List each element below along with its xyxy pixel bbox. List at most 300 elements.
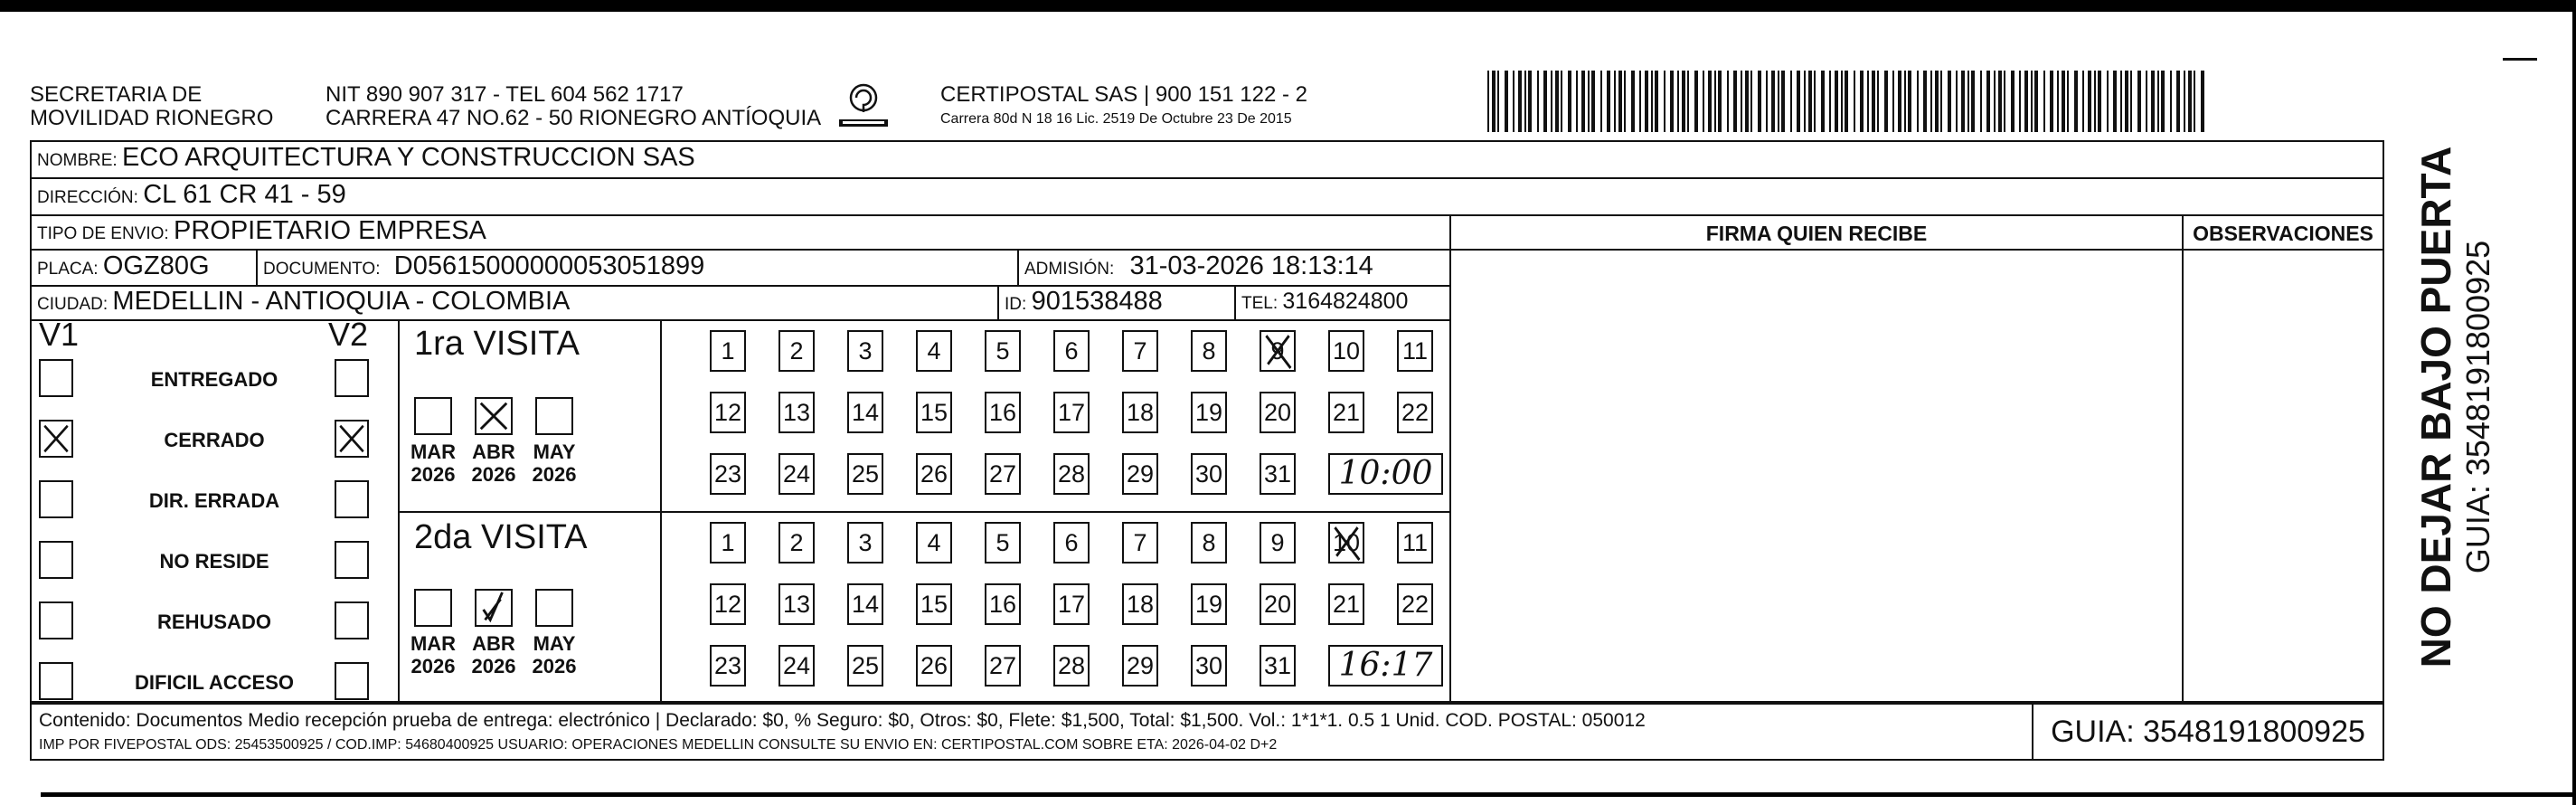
day-box[interactable] (985, 453, 1021, 495)
barcode-bar (2088, 71, 2091, 132)
day-number: 20 (1263, 591, 1292, 618)
status-option-label: NO RESIDE (159, 550, 269, 573)
row-divider (32, 177, 2383, 179)
firma-header: FIRMA QUIEN RECIBE (1705, 222, 1928, 245)
barcode-bar (1687, 71, 1689, 132)
ciudad-value: MEDELLIN - ANTIOQUIA - COLOMBIA (112, 287, 571, 316)
id-value: 901538488 (1031, 287, 1163, 316)
v2-checkbox[interactable] (335, 480, 369, 518)
handwritten-time[interactable]: 16:17 (1328, 645, 1443, 687)
tel-value: 3164824800 (1282, 289, 1409, 314)
barcode-bar (2157, 71, 2159, 132)
admision-label: ADMISIÓN: (1024, 260, 1115, 279)
day-box[interactable] (985, 645, 1021, 687)
day-number: 17 (1057, 591, 1086, 618)
barcode-bar (2034, 71, 2038, 132)
barcode-bar (1892, 71, 1894, 132)
month-checkbox[interactable] (414, 397, 452, 435)
day-box[interactable] (1053, 453, 1090, 495)
barcode-bar (1872, 71, 1875, 132)
delivery-form (30, 140, 2384, 703)
month-label (406, 440, 460, 486)
barcode-bar (1854, 71, 1855, 132)
day-box[interactable] (710, 392, 746, 433)
day-number: 3 (858, 529, 873, 556)
barcode-icon (1487, 71, 2206, 132)
barcode-bar (1624, 71, 1626, 132)
status-option-label: DIR. ERRADA (148, 489, 280, 512)
day-number: 2 (789, 337, 804, 365)
documento-field (263, 251, 704, 281)
observaciones-header: OBSERVACIONES (2193, 222, 2373, 245)
barcode-bar (2094, 71, 2096, 132)
barcode-bar (1948, 71, 1951, 132)
barcode-bar (1814, 71, 1816, 132)
day-box[interactable] (1397, 583, 1433, 625)
day-number: 16 (988, 591, 1017, 618)
placa-label: PLACA: (37, 260, 99, 279)
barcode-bar (2004, 71, 2005, 132)
v1-checkbox[interactable] (39, 420, 73, 458)
barcode-bar (1877, 71, 1879, 132)
barcode-bar (1664, 71, 1665, 132)
day-box[interactable] (710, 453, 746, 495)
barcode-bar (1677, 71, 1679, 132)
day-number: 18 (1126, 399, 1155, 426)
day-box[interactable] (916, 392, 952, 433)
day-box[interactable] (1397, 330, 1433, 372)
cell-divider (1234, 285, 1236, 321)
barcode-bar (1505, 71, 1508, 132)
day-strike-icon (1330, 524, 1363, 562)
barcode-bar (2120, 71, 2122, 132)
x-mark-icon (41, 421, 71, 456)
day-number: 14 (851, 591, 880, 618)
day-box[interactable] (778, 583, 815, 625)
day-box[interactable] (1122, 645, 1158, 687)
day-box[interactable] (1053, 392, 1090, 433)
placa-value: OGZ80G (102, 251, 210, 280)
day-number: 26 (920, 652, 948, 679)
barcode-bar (1528, 71, 1532, 132)
barcode-bar (1797, 71, 1800, 132)
day-number: 10 (1332, 529, 1361, 556)
guia-box: GUIA: 3548191800925 (2032, 703, 2384, 761)
day-number: 7 (1133, 529, 1147, 556)
day-box[interactable] (847, 583, 883, 625)
day-number: 12 (713, 399, 742, 426)
month-name: ABR (472, 440, 515, 463)
barcode-bar (1487, 71, 1489, 132)
barcode-bar (1682, 71, 1685, 132)
day-box[interactable] (1260, 453, 1296, 495)
day-box[interactable] (1122, 583, 1158, 625)
day-number: 13 (782, 591, 811, 618)
day-box[interactable] (1053, 645, 1090, 687)
month-year: 2026 (532, 463, 577, 486)
barcode-bar (1524, 71, 1526, 132)
barcode-bar (1733, 71, 1737, 132)
day-box[interactable] (710, 522, 746, 564)
day-box[interactable] (916, 583, 952, 625)
signature-area[interactable] (1451, 251, 2180, 699)
barcode-bar (1618, 71, 1622, 132)
v1-checkbox[interactable] (39, 541, 73, 579)
barcode-bar (1614, 71, 1616, 132)
barcode-bar (2074, 71, 2078, 132)
observations-area[interactable] (2184, 251, 2383, 699)
day-box[interactable] (1191, 330, 1227, 372)
day-number: 16 (988, 399, 1017, 426)
barcode-bar (1790, 71, 1792, 132)
barcode-bar (2188, 71, 2192, 132)
day-box[interactable] (1122, 522, 1158, 564)
id-label: ID: (1005, 295, 1027, 314)
barcode-bar (2031, 71, 2033, 132)
check-mark-icon (477, 591, 511, 625)
day-box[interactable] (1122, 453, 1158, 495)
day-number: 25 (851, 652, 880, 679)
barcode-bar (2043, 71, 2045, 132)
day-number: 12 (713, 591, 742, 618)
day-number: 24 (782, 652, 811, 679)
day-number: 3 (858, 337, 873, 365)
barcode-bar (1930, 71, 1932, 132)
certipostal-logo-icon (832, 78, 895, 132)
barcode-bar (1940, 71, 1942, 132)
barcode-bar (1651, 71, 1653, 132)
barcode-bar (1778, 71, 1779, 132)
barcode-bar (2125, 71, 2128, 132)
no-dejar-notice: NO DEJAR BAJO PUERTA (2412, 146, 2459, 668)
barcode-bar (2176, 71, 2180, 132)
day-box[interactable] (916, 645, 952, 687)
barcode-bar (1781, 71, 1785, 132)
barcode-bar (2057, 71, 2059, 132)
month-name: MAY (533, 440, 576, 463)
top-border (0, 0, 2576, 12)
documento-value: D05615000000053051899 (393, 251, 705, 280)
barcode-bar (2170, 71, 2172, 132)
day-box[interactable] (778, 522, 815, 564)
barcode-bar (1967, 71, 1969, 132)
v1-checkbox[interactable] (39, 662, 73, 700)
admision-field (1024, 251, 1373, 281)
day-box[interactable] (710, 645, 746, 687)
day-box[interactable] (916, 330, 952, 372)
day-box[interactable] (1328, 522, 1364, 564)
barcode-bar (1631, 71, 1635, 132)
day-number: 20 (1263, 399, 1292, 426)
barcode-bar (2130, 71, 2132, 132)
side-notice (2412, 147, 2497, 668)
month-checkbox[interactable] (535, 589, 573, 627)
bottom-border (41, 792, 2576, 797)
day-number: 1 (721, 529, 735, 556)
month-checkbox[interactable] (535, 397, 573, 435)
day-box[interactable] (916, 522, 952, 564)
barcode-bar (2194, 71, 2195, 132)
day-box[interactable] (1053, 330, 1090, 372)
day-box[interactable] (778, 392, 815, 433)
barcode-bar (1513, 71, 1514, 132)
day-number: 30 (1194, 652, 1223, 679)
barcode-bar (1568, 71, 1571, 132)
barcode-bar (1986, 71, 1990, 132)
day-box[interactable] (778, 453, 815, 495)
day-box[interactable] (847, 453, 883, 495)
admision-value: 31-03-2026 18:13:14 (1129, 251, 1373, 280)
month-year: 2026 (532, 655, 577, 677)
day-number: 24 (782, 460, 811, 488)
barcode-bar (1961, 71, 1965, 132)
month-label (467, 440, 521, 486)
day-box[interactable] (1260, 583, 1296, 625)
day-box[interactable] (1397, 522, 1433, 564)
sender-org-line1: SECRETARIA DE (30, 82, 203, 107)
day-number: 18 (1126, 591, 1155, 618)
status-option-label: ENTREGADO (150, 368, 278, 391)
barcode-bar (1741, 71, 1742, 132)
footer-contents: Contenido: Documentos Medio recepción prueba de entrega: electrónico | Declarado: $0, % Seguro: $0, Otros: $0, Flete: $1,500, Total: $1,500. Vol.: 1*1*1. 0.5 1 Unid. COD. POSTAL: 050012 (39, 710, 1646, 731)
x-mark-icon (477, 399, 511, 433)
day-box[interactable] (778, 645, 815, 687)
tipo-envio-label: TIPO DE ENVIO: (37, 224, 169, 243)
barcode-bar (2107, 71, 2109, 132)
day-box[interactable] (1191, 645, 1227, 687)
month-name: MAR (410, 440, 457, 463)
barcode-bar (1561, 71, 1562, 132)
nombre-field (37, 143, 695, 173)
barcode-bar (1537, 71, 1539, 132)
day-number: 7 (1133, 337, 1147, 365)
day-number: 26 (920, 460, 948, 488)
day-box[interactable] (1191, 583, 1227, 625)
barcode-bar (2062, 71, 2065, 132)
day-box[interactable] (847, 522, 883, 564)
day-box[interactable] (1053, 583, 1090, 625)
day-box[interactable] (847, 645, 883, 687)
right-border (2572, 0, 2576, 805)
day-box[interactable] (1191, 392, 1227, 433)
day-number: 25 (851, 460, 880, 488)
day-box[interactable] (985, 330, 1021, 372)
day-box[interactable] (1122, 392, 1158, 433)
v1-label: V1 (39, 316, 80, 353)
tipo-envio-value: PROPIETARIO EMPRESA (173, 216, 486, 245)
barcode-bar (1841, 71, 1843, 132)
month-year: 2026 (410, 655, 456, 677)
day-box[interactable] (1328, 392, 1364, 433)
barcode-bar (1714, 71, 1716, 132)
day-number: 28 (1057, 460, 1086, 488)
day-number: 22 (1401, 591, 1430, 618)
day-box[interactable] (1328, 583, 1364, 625)
day-box[interactable] (1260, 330, 1296, 372)
barcode-bar (1994, 71, 1996, 132)
barcode-bar (1998, 71, 2002, 132)
day-box[interactable] (1328, 330, 1364, 372)
day-number: 13 (782, 399, 811, 426)
barcode-bar (2161, 71, 2165, 132)
footer-print-info: IMP POR FIVEPOSTAL ODS: 25453500925 / COD.IMP: 54680400925 USUARIO: OPERACIONES MEDELLIN CONSULTE SU ENVIO EN: CERTIPOSTAL.COM SOBRE ETA: 2026-04-02 D+2 (39, 737, 1278, 753)
day-box[interactable] (985, 522, 1021, 564)
day-number: 31 (1263, 652, 1292, 679)
side-guia: GUIA: 3548191800925 (2459, 240, 2496, 574)
barcode-bar (1860, 71, 1864, 132)
day-number: 30 (1194, 460, 1223, 488)
direccion-field (37, 180, 346, 210)
day-number: 19 (1194, 591, 1223, 618)
v1-checkbox[interactable] (39, 359, 73, 397)
barcode-bar (1591, 71, 1595, 132)
day-number: 17 (1057, 399, 1086, 426)
day-number: 5 (995, 337, 1010, 365)
day-number: 11 (1401, 337, 1429, 365)
barcode-bar (1971, 71, 1975, 132)
sender-org (30, 83, 273, 130)
handwritten-time[interactable]: 10:00 (1328, 453, 1443, 495)
barcode-bar (1655, 71, 1658, 132)
day-number: 29 (1126, 460, 1155, 488)
day-box[interactable] (710, 330, 746, 372)
day-number: 29 (1126, 652, 1155, 679)
barcode-bar (2011, 71, 2015, 132)
day-box[interactable] (710, 583, 746, 625)
cell-divider (256, 249, 258, 285)
status-option-label: DIFICIL ACCESO (134, 671, 294, 694)
day-box[interactable] (985, 392, 1021, 433)
barcode-bar (1745, 71, 1749, 132)
visit-1-title: 1ra VISITA (414, 325, 580, 363)
barcode-bar (1758, 71, 1761, 132)
day-number: 15 (920, 591, 948, 618)
courier-line2: Carrera 80d N 18 16 Lic. 2519 De Octubre 23 De 2015 (940, 111, 1292, 127)
day-number: 11 (1401, 529, 1429, 556)
day-box[interactable] (778, 330, 815, 372)
day-box[interactable] (916, 453, 952, 495)
barcode-bar (1829, 71, 1831, 132)
courier-line1: CERTIPOSTAL SAS | 900 151 122 - 2 (940, 82, 1307, 107)
placa-field (37, 251, 210, 281)
barcode-bar (1670, 71, 1674, 132)
barcode-bar (1904, 71, 1906, 132)
courier-info (940, 83, 1307, 128)
barcode-bar (2201, 71, 2204, 132)
day-number: 22 (1401, 399, 1430, 426)
v2-label: V2 (328, 316, 369, 353)
ciudad-label: CIUDAD: (37, 295, 109, 314)
day-box[interactable] (1053, 522, 1090, 564)
barcode-bar (1581, 71, 1585, 132)
day-number: 6 (1064, 529, 1079, 556)
day-number: 27 (988, 652, 1017, 679)
day-number: 5 (995, 529, 1010, 556)
month-checkbox[interactable] (475, 397, 513, 435)
day-box[interactable] (1122, 330, 1158, 372)
direccion-value: CL 61 CR 41 - 59 (143, 180, 346, 209)
day-box[interactable] (1260, 392, 1296, 433)
barcode-bar (1750, 71, 1752, 132)
status-section (32, 316, 398, 701)
day-box[interactable] (847, 392, 883, 433)
day-number: 2 (789, 529, 804, 556)
barcode-bar (1588, 71, 1590, 132)
day-box[interactable] (1260, 645, 1296, 687)
day-box[interactable] (1397, 392, 1433, 433)
day-box[interactable] (1191, 453, 1227, 495)
day-number: 27 (988, 460, 1017, 488)
day-number: 9 (1270, 529, 1285, 556)
day-number: 8 (1202, 529, 1216, 556)
v2-checkbox[interactable] (335, 359, 369, 397)
visit-1 (398, 319, 1449, 511)
day-box[interactable] (1191, 522, 1227, 564)
day-number: 15 (920, 399, 948, 426)
x-mark-icon (336, 421, 367, 456)
barcode-bar (1727, 71, 1729, 132)
barcode-bar (1835, 71, 1838, 132)
v1-checkbox[interactable] (39, 480, 73, 518)
month-checkbox[interactable] (414, 589, 452, 627)
barcode-bar (1980, 71, 1982, 132)
day-number: 23 (713, 652, 742, 679)
month-name: ABR (472, 632, 515, 655)
day-number: 4 (927, 337, 941, 365)
day-box[interactable] (985, 583, 1021, 625)
day-number: 6 (1064, 337, 1079, 365)
day-number: 21 (1332, 591, 1361, 618)
month-checkbox[interactable] (475, 589, 513, 627)
barcode-bar (1804, 71, 1806, 132)
visit-2-title: 2da VISITA (414, 518, 588, 556)
barcode-bar (2082, 71, 2084, 132)
barcode-bar (2024, 71, 2028, 132)
day-number: 21 (1332, 399, 1361, 426)
nombre-value: ECO ARQUITECTURA Y CONSTRUCCION SAS (121, 143, 695, 172)
barcode-bar (1917, 71, 1919, 132)
barcode-bar (2067, 71, 2069, 132)
month-label (527, 440, 581, 486)
barcode-bar (2098, 71, 2101, 132)
day-box[interactable] (1260, 522, 1296, 564)
barcode-bar (1956, 71, 1958, 132)
month-name: MAR (410, 632, 457, 655)
cell-divider (1017, 249, 1019, 285)
v2-checkbox[interactable] (335, 601, 369, 639)
nombre-label: NOMBRE: (37, 151, 118, 170)
barcode-bar (1551, 71, 1552, 132)
barcode-bar (2137, 71, 2141, 132)
v2-checkbox[interactable] (335, 420, 369, 458)
v1-checkbox[interactable] (39, 601, 73, 639)
barcode-bar (2113, 71, 2117, 132)
barcode-bar (1555, 71, 1559, 132)
barcode-bar (1923, 71, 1927, 132)
barcode-bar (1898, 71, 1901, 132)
direccion-label: DIRECCIÓN: (37, 188, 138, 207)
v2-checkbox[interactable] (335, 662, 369, 700)
barcode-bar (2146, 71, 2147, 132)
status-option-label: REHUSADO (157, 611, 271, 633)
barcode-bar (2019, 71, 2021, 132)
day-box[interactable] (847, 330, 883, 372)
month-name: MAY (533, 632, 576, 655)
barcode-bar (1766, 71, 1768, 132)
sender-contact (326, 83, 821, 130)
v2-checkbox[interactable] (335, 541, 369, 579)
tipo-envio-field (37, 216, 486, 246)
